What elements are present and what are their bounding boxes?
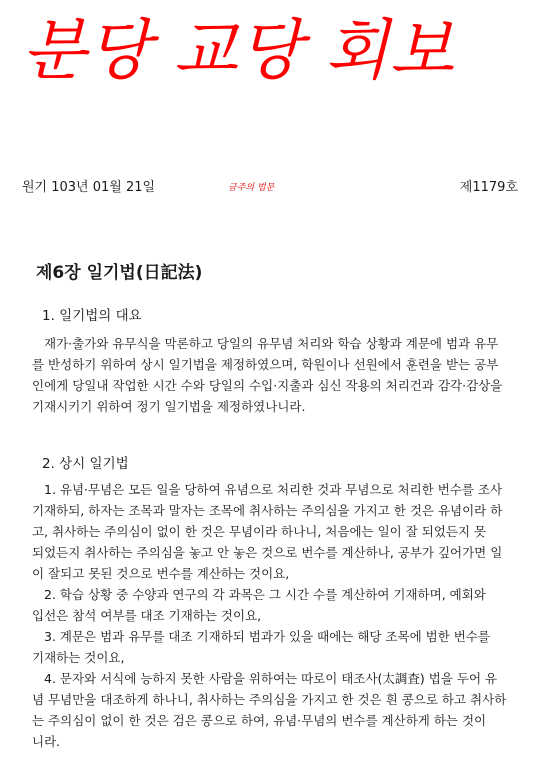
body-line: 기재시키기 위하여 정기 일기법을 제정하였나니라. (32, 399, 306, 414)
body-line: 념 무념만을 대조하게 하나니, 취사하는 주의심을 가지고 한 것은 흰 콩으로 하고 취사하 (32, 692, 507, 707)
column-subtitle: 금주의 법문 (228, 183, 275, 193)
body-line: 되었든지 취사하는 주의심을 놓고 안 놓은 것으로 번수를 계산하나, 공부가 깊어가면 일 (32, 545, 503, 560)
issue-date: 원기 103년 01월 21일 (22, 180, 156, 195)
body-line: 는 주의심이 없이 한 것은 검은 콩으로 하여, 유념·무념의 번수를 계산하게 하는 것이 (32, 713, 487, 728)
body-line: 2. 학습 상황 중 수양과 연구의 각 과목은 그 시간 수를 계산하여 기재하며, 예회와 (44, 587, 486, 602)
body-line: 기재하는 것이요, (32, 650, 125, 665)
section-body (32, 479, 517, 752)
section-body (32, 333, 517, 417)
body-line: 1. 유념·무념은 모든 일을 당하여 유념으로 처리한 것과 무념으로 처리한 번수를 조사 (44, 482, 503, 497)
body-line: 기재하되, 하자는 조목과 말자는 조목에 취사하는 주의심을 가지고 한 것은 유념이라 하 (32, 503, 503, 518)
body-line: 를 반성하기 위하여 상시 일기법을 제정하였으며, 학원이나 선원에서 훈련을 받는 공부 (32, 357, 499, 372)
body-line: 4. 문자와 서식에 능하지 못한 사람을 위하여는 따로이 태조사(太調査) 법을 두어 유 (44, 671, 498, 686)
issue-number: 제1179호 (459, 180, 518, 195)
section-title: 2. 상시 일기법 (42, 456, 129, 472)
body-line: 니라. (32, 734, 61, 749)
section-title: 1. 일기법의 대요 (42, 308, 142, 324)
body-line: 고, 취사하는 주의심이 없이 한 것은 무념이라 하나니, 처음에는 일이 잘 되었든지 못 (32, 524, 487, 539)
body-line: 입선은 참석 여부를 대조 기재하는 것이요, (32, 608, 262, 623)
body-line: 이 잘되고 못된 것으로 번수를 계산하는 것이요, (32, 566, 290, 581)
chapter-title: 제6장 일기법(日記法) (36, 263, 203, 283)
body-line: 인에게 당일내 작업한 시간 수와 당일의 수입·지출과 심신 작용의 처리건과 감각·감상을 (32, 378, 503, 393)
body-line: 재가·출가와 유무식을 막론하고 당일의 유무념 처리와 학습 상황과 계문에 범과 유무 (44, 336, 499, 351)
newsletter-masthead: 분당 교당 회보 (22, 12, 455, 89)
body-line: 3. 계문은 범과 유무를 대조 기재하되 범과가 있을 때에는 해당 조목에 범한 번수를 (44, 629, 491, 644)
